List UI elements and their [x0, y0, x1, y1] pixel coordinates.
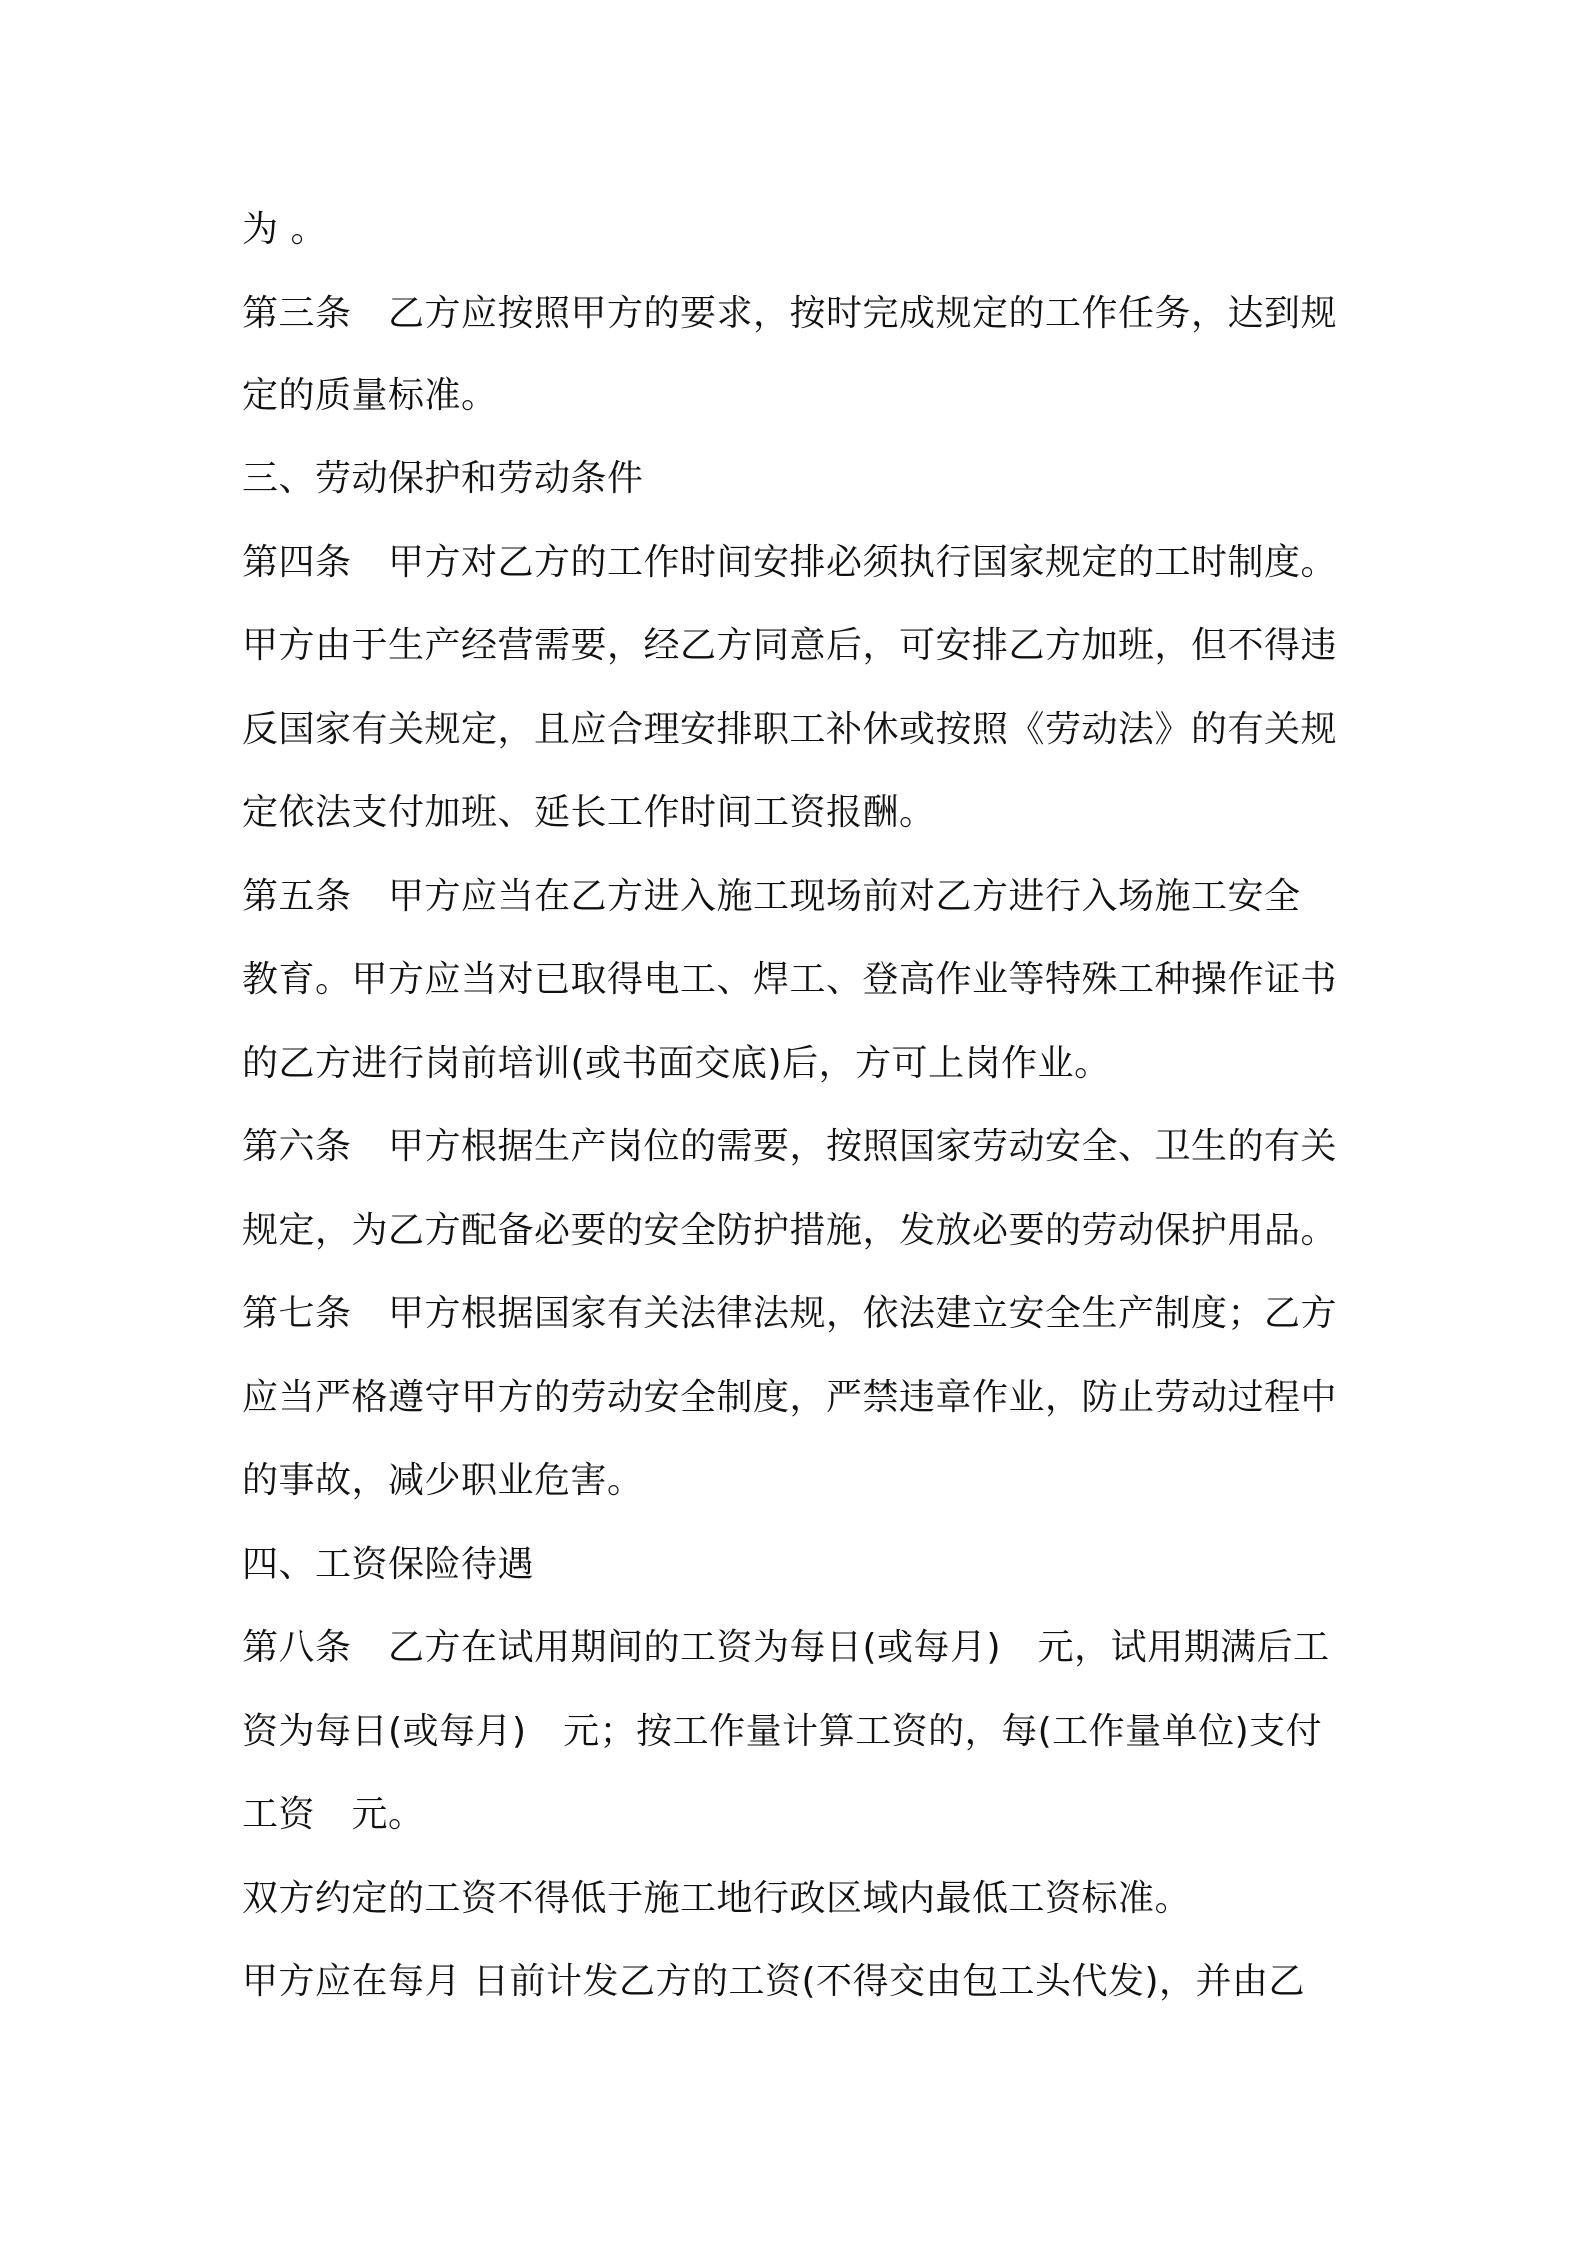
- text-line: 教育。甲方应当对已取得电工、焊工、登高作业等特殊工种操作证书: [242, 959, 1338, 1000]
- text-line: 的乙方进行岗前培训(或书面交底)后，方可上岗作业。: [242, 1043, 1111, 1084]
- text-line: 规定，为乙方配备必要的安全防护措施，发放必要的劳动保护用品。: [242, 1210, 1338, 1251]
- text-line: 第三条 乙方应按照甲方的要求，按时完成规定的工作任务，达到规: [242, 293, 1338, 334]
- text-line: 工资 元。: [242, 1794, 425, 1835]
- text-line: 第八条 乙方在试用期间的工资为每日(或每月) 元，试用期满后工: [242, 1627, 1330, 1668]
- text-line: 资为每日(或每月) 元；按工作量计算工资的，每(工作量单位)支付: [242, 1711, 1323, 1752]
- section-heading: 四、工资保险待遇: [242, 1544, 535, 1585]
- text-line: 定依法支付加班、延长工作时间工资报酬。: [242, 792, 936, 833]
- text-line: 反国家有关规定，且应合理安排职工补休或按照《劳动法》的有关规: [242, 709, 1338, 750]
- text-line: 甲方由于生产经营需要，经乙方同意后，可安排乙方加班，但不得违: [242, 625, 1338, 666]
- section-heading: 三、劳动保护和劳动条件: [242, 458, 644, 499]
- text-line: 第四条 甲方对乙方的工作时间安排必须执行国家规定的工时制度。: [242, 542, 1338, 583]
- text-line: 为 。: [242, 209, 327, 250]
- text-line: 双方约定的工资不得低于施工地行政区域内最低工资标准。: [242, 1878, 1192, 1919]
- text-line: 第五条 甲方应当在乙方进入施工现场前对乙方进行入场施工安全: [242, 876, 1301, 917]
- text-line: 应当严格遵守甲方的劳动安全制度，严禁违章作业，防止劳动过程中: [242, 1377, 1338, 1418]
- text-line: 第七条 甲方根据国家有关法律法规，依法建立安全生产制度；乙方: [242, 1293, 1338, 1334]
- text-line: 的事故，减少职业危害。: [242, 1460, 644, 1501]
- text-line: 甲方应在每月 日前计发乙方的工资(不得交由包工头代发)，并由乙: [242, 1961, 1306, 2002]
- text-line: 定的质量标准。: [242, 375, 498, 416]
- text-line: 第六条 甲方根据生产岗位的需要，按照国家劳动安全、卫生的有关: [242, 1126, 1338, 1167]
